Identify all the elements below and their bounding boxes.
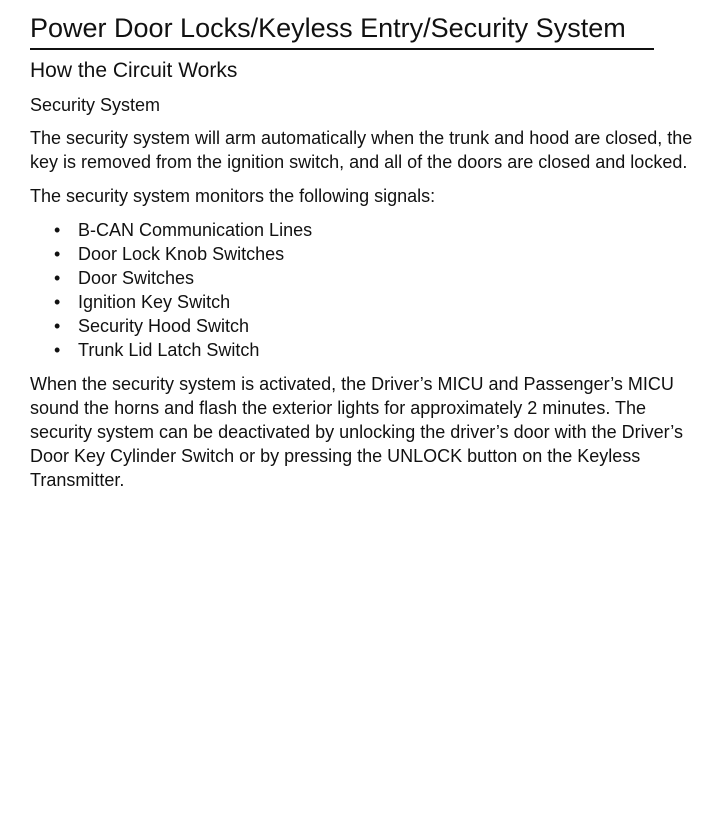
list-item: [30, 290, 695, 314]
bullet-icon: •: [54, 340, 61, 360]
document-page: [30, 12, 695, 492]
section-subtitle: How the Circuit Works: [30, 59, 238, 82]
bullet-icon: •: [54, 316, 61, 336]
signal-label: B-CAN Communication Lines: [78, 220, 313, 240]
bullet-icon: •: [54, 268, 61, 288]
signal-label: Security Hood Switch: [78, 316, 250, 336]
signal-label: Trunk Lid Latch Switch: [78, 340, 260, 360]
list-item: [30, 338, 695, 362]
list-item: [30, 242, 695, 266]
paragraph-activation: When the security system is activated, the Driver’s MICU and Passenger’s MICU sound the horns and flash the exterior lights for approximately 2 minutes. The security system can be deactivated by unlocking the driver’s door with the Driver’s Door Key Cylinder Switch or by pressing the UNLOCK button on the Keyless Transmitter.: [30, 374, 683, 490]
signal-label: Door Lock Knob Switches: [78, 244, 285, 264]
paragraph-signals-intro: The security system monitors the following signals:: [30, 186, 436, 206]
signal-label: Ignition Key Switch: [78, 292, 231, 312]
page-title: Power Door Locks/Keyless Entry/Security System: [30, 12, 654, 50]
list-item: [30, 266, 695, 290]
bullet-icon: •: [54, 292, 61, 312]
signals-list: [30, 218, 695, 362]
signal-label: Door Switches: [78, 268, 195, 288]
bullet-icon: •: [54, 220, 61, 240]
bullet-icon: •: [54, 244, 61, 264]
list-item: [30, 314, 695, 338]
section-label: Security System: [30, 95, 161, 115]
paragraph-arming: The security system will arm automatically when the trunk and hood are closed, the key is removed from the ignition switch, and all of the doors are closed and locked.: [30, 128, 693, 172]
list-item: [30, 218, 695, 242]
